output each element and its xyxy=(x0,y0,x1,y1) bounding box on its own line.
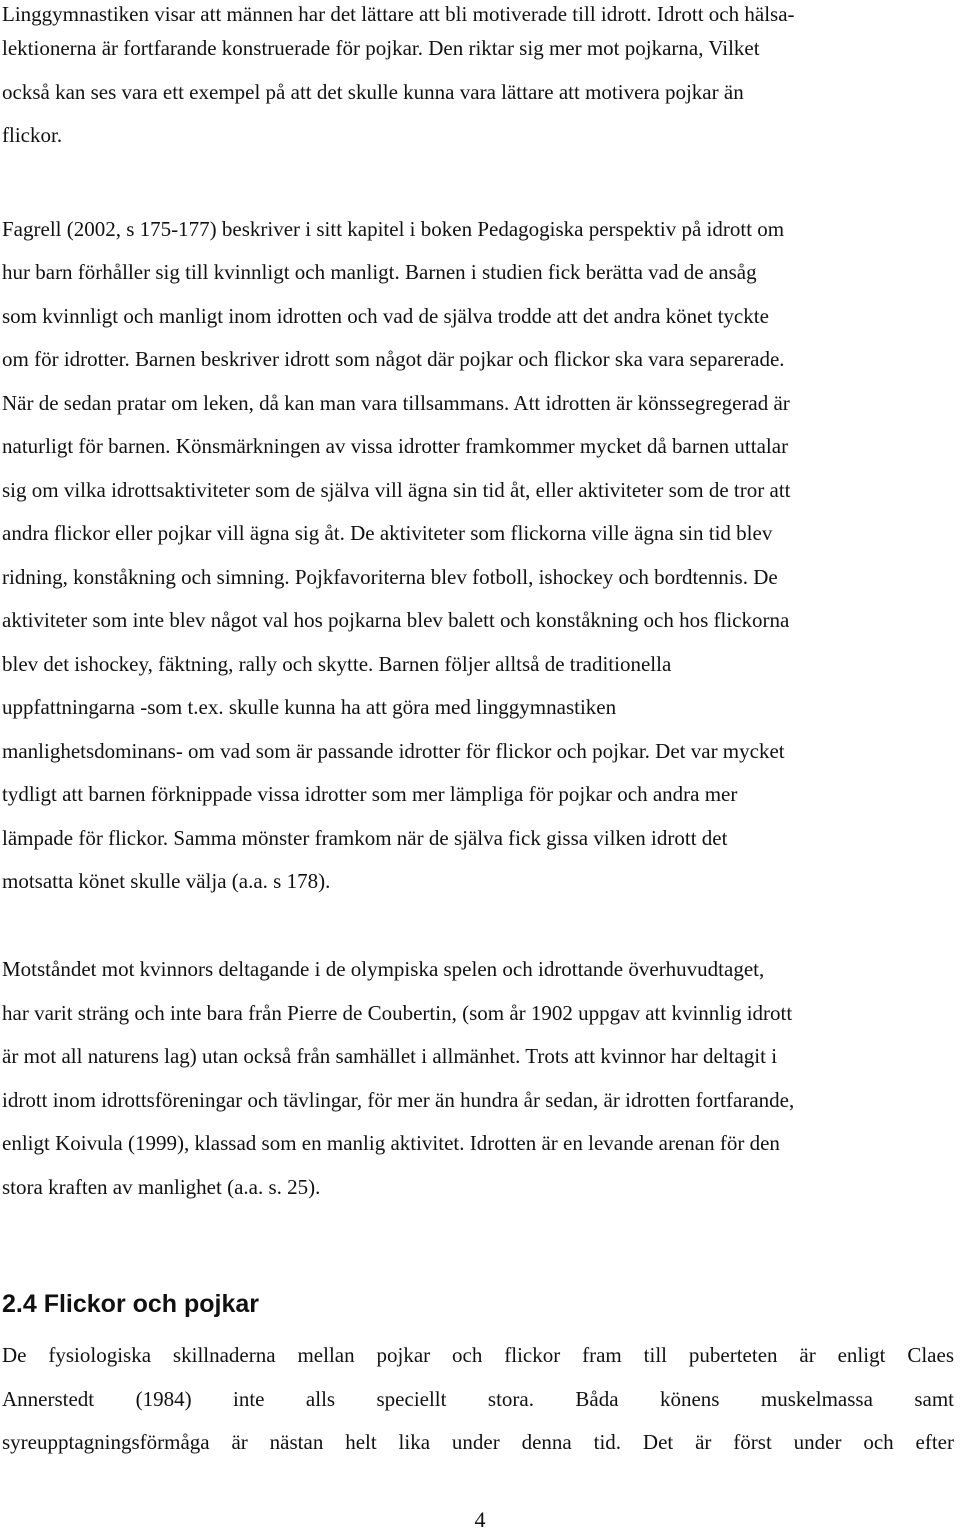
text-line: De fysiologiska skillnaderna mellan pojkar och flickor fram till puberteten är enligt Claes xyxy=(2,1343,954,1367)
text-line: är mot all naturens lag) utan också från samhället i allmänhet. Trots att kvinnor har deltagit i xyxy=(2,1044,778,1068)
text-line: När de sedan pratar om leken, då kan man vara tillsammans. Att idrotten är könssegregerad är xyxy=(2,391,790,415)
section-heading: 2.4 Flickor och pojkar xyxy=(2,1290,260,1318)
text-line: idrott inom idrottsföreningar och tävlingar, för mer än hundra år sedan, är idrotten fortfarande, xyxy=(2,1088,795,1112)
text-line: blev det ishockey, fäktning, rally och skytte. Barnen följer alltså de traditionella xyxy=(2,652,672,676)
text-line: flickor. xyxy=(2,123,63,147)
text-line: hur barn förhåller sig till kvinnligt och manligt. Barnen i studien fick berätta vad de ansåg xyxy=(2,260,757,284)
text-line: andra flickor eller pojkar vill ägna sig åt. De aktiviteter som flickorna ville ägna sin tid blev xyxy=(2,521,773,545)
text-line: aktiviteter som inte blev något val hos pojkarna blev balett och konståkning och hos flickorna xyxy=(2,608,790,632)
text-line: stora kraften av manlighet (a.a. s. 25). xyxy=(2,1175,321,1199)
text-line: ridning, konståkning och simning. Pojkfavoriterna blev fotboll, ishockey och bordtennis. De xyxy=(2,565,778,589)
text-line: enligt Koivula (1999), klassad som en manlig aktivitet. Idrotten är en levande arenan för den xyxy=(2,1131,780,1155)
text-line: Fagrell (2002, s 175-177) beskriver i sitt kapitel i boken Pedagogiska perspektiv på idrott om xyxy=(2,217,785,241)
text-line: tydligt att barnen förknippade vissa idrotter som mer lämpliga för pojkar och andra mer xyxy=(2,782,738,806)
text-line: Annerstedt (1984) inte alls speciellt stora. Båda könens muskelmassa samt xyxy=(2,1387,954,1411)
text-line: motsatta könet skulle välja (a.a. s 178). xyxy=(2,869,331,893)
page-number: 4 xyxy=(474,1507,486,1532)
text-line: uppfattningarna -som t.ex. skulle kunna ha att göra med linggymnastiken xyxy=(2,695,617,719)
text-line: har varit sträng och inte bara från Pierre de Coubertin, (som år 1902 uppgav att kvinnlig idrott xyxy=(2,1001,793,1025)
text-line: som kvinnligt och manligt inom idrotten och vad de själva trodde att det andra könet tyckte xyxy=(2,304,769,328)
text-line: manlighetsdominans- om vad som är passande idrotter för flickor och pojkar. Det var mycket xyxy=(2,739,785,763)
text-line: Motståndet mot kvinnors deltagande i de olympiska spelen och idrottande överhuvudtaget, xyxy=(2,957,765,981)
text-line: lektionerna är fortfarande konstruerade för pojkar. Den riktar sig mer mot pojkarna, Vilket xyxy=(2,36,760,60)
text-line: också kan ses vara ett exempel på att det skulle kunna vara lättare att motivera pojkar än xyxy=(2,80,744,104)
text-line: sig om vilka idrottsaktiviteter som de själva vill ägna sin tid åt, eller aktiviteter som de tror att xyxy=(2,478,791,502)
text-line: lämpade för flickor. Samma mönster framkom när de själva fick gissa vilken idrott det xyxy=(2,826,728,850)
text-line: Linggymnastiken visar att männen har det lättare att bli motiverade till idrott. Idrott och hälsa- xyxy=(2,2,795,26)
text-line: om för idrotter. Barnen beskriver idrott som något där pojkar och flickor ska vara separerade. xyxy=(2,347,785,371)
text-line: naturligt för barnen. Könsmärkningen av vissa idrotter framkommer mycket då barnen uttalar xyxy=(2,434,789,458)
text-line: syreupptagningsförmåga är nästan helt lika under denna tid. Det är först under och efter xyxy=(2,1430,954,1454)
